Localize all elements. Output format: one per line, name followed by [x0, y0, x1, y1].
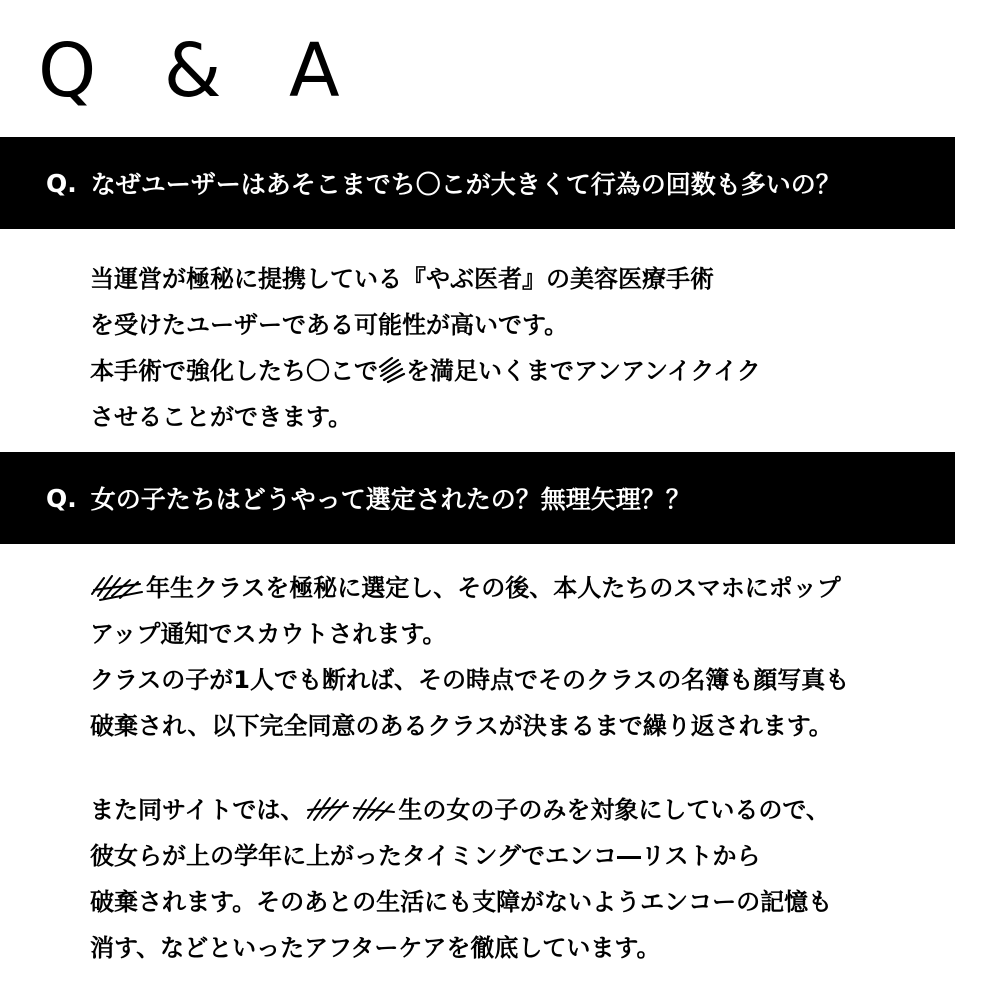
answer-line: 破棄され、以下完全同意のあるクラスが決まるまで繰り返されます。: [90, 712, 833, 740]
answer-line: 消す、などといったアフターケアを徹底しています。: [90, 934, 661, 962]
answer-line-text: を満足いくまでアンアンイクイク: [406, 357, 761, 385]
question-prefix: Q.: [46, 483, 77, 513]
censor-scribble-icon: [378, 355, 406, 385]
answer-block-1: [90, 256, 970, 440]
question-text: 女の子たちはどうやって選定されたの？無理矢理？？: [90, 485, 691, 514]
answer-line: を受けたユーザーである可能性が高いです。: [90, 311, 569, 339]
answer-line: [90, 565, 970, 611]
question-text: なぜユーザーはあそこまでち〇こが大きくて行為の回数も多いの？: [90, 170, 841, 199]
answer-line: [90, 348, 970, 394]
answer-line: クラスの子が1人でも断れば、その時点でそのクラスの名簿も顔写真も: [90, 666, 850, 694]
answer-block-3: [90, 787, 970, 971]
answer-line: 破棄されます。そのあとの生活にも支障がないようエンコーの記憶も: [90, 888, 833, 916]
question-bar-2: [0, 452, 955, 544]
answer-line-text: 生の女の子のみを対象にしているので、: [398, 796, 830, 824]
question-bar-1: [0, 137, 955, 229]
answer-line: 彼女らが上の学年に上がったタイミングでエンコ―リストから: [90, 842, 761, 870]
question-prefix: Q.: [46, 168, 77, 198]
answer-block-2: [90, 565, 970, 749]
page-title: Q & A: [38, 28, 362, 114]
censor-scribble-icon: [90, 572, 146, 602]
answer-line-text: 年生クラスを極秘に選定し、その後、本人たちのスマホにポップ: [146, 574, 841, 602]
censor-scribble-icon: [304, 794, 398, 824]
answer-line: アップ通知でスカウトされます。: [90, 620, 447, 648]
answer-line-text: また同サイトでは、: [90, 796, 305, 824]
answer-line-text: 本手術で強化したち〇こで: [90, 357, 378, 385]
answer-line: させることができます。: [90, 403, 353, 431]
answer-line: 当運営が極秘に提携している『やぶ医者』の美容医療手術: [90, 265, 714, 293]
answer-line: [90, 787, 970, 833]
